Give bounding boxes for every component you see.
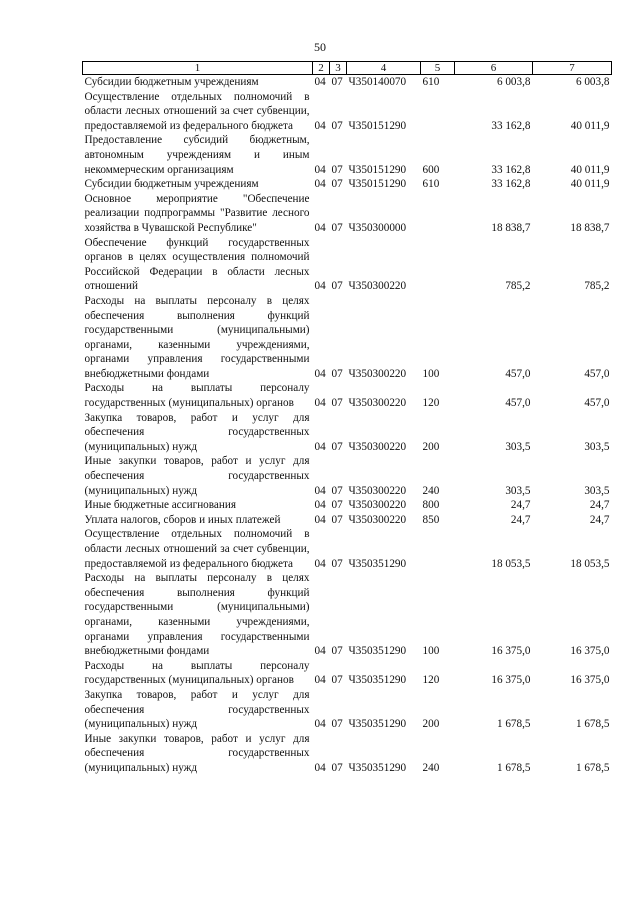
row-cell-c5: 200 — [422, 440, 440, 453]
row-cell-c7: 18 838,7 — [570, 221, 610, 234]
row-cell-c3: 07 — [331, 163, 343, 176]
row-cell-c5: 100 — [422, 367, 440, 380]
row-cell-c3: 07 — [331, 280, 343, 293]
row-cell-c4: Ч350300220 — [348, 499, 407, 512]
row-description: Обеспечение функций государственных органов в целях осуществления полномочий Российской Федерации в области лесных отношений — [84, 236, 310, 293]
column-header: 3 — [330, 62, 347, 75]
row-cell-c2: 04 — [314, 76, 326, 88]
row-cell-c5: 240 — [422, 484, 440, 497]
row-cell-c6: 457,0 — [505, 397, 531, 410]
row-cell-c6: 6 003,8 — [496, 76, 531, 88]
table-row — [83, 527, 612, 571]
row-cell-c4: Ч350300220 — [348, 367, 407, 380]
row-cell-c3: 07 — [331, 178, 343, 191]
header-row — [83, 62, 612, 75]
row-cell-c6: 18 053,5 — [491, 557, 531, 570]
row-cell-c3: 07 — [331, 119, 343, 132]
row-cell-c5: 240 — [422, 761, 440, 774]
row-cell-c7: 785,2 — [584, 280, 610, 293]
row-cell-c2: 04 — [314, 513, 326, 526]
row-cell-c7: 457,0 — [584, 367, 610, 380]
row-cell-c6: 24,7 — [510, 499, 531, 512]
row-cell-c6: 33 162,8 — [491, 163, 531, 176]
column-header: 5 — [421, 62, 455, 75]
row-cell-c3: 07 — [331, 484, 343, 497]
row-cell-c2: 04 — [314, 440, 326, 453]
row-description: Основное мероприятие "Обеспечение реализации подпрограммы "Развитие лесного хозяйства в Чувашской Республике" — [84, 192, 310, 234]
row-cell-c2: 04 — [314, 557, 326, 570]
table-row — [83, 236, 612, 294]
table-row — [83, 294, 612, 382]
table-row — [83, 454, 612, 498]
row-cell-c5 — [421, 90, 455, 134]
row-cell-c4: Ч350351290 — [348, 557, 407, 570]
row-cell-c4: Ч350300220 — [348, 440, 407, 453]
row-cell-c4: Ч350351290 — [348, 674, 407, 687]
row-cell-c7: 24,7 — [589, 513, 610, 526]
column-header: 4 — [347, 62, 421, 75]
row-cell-c3: 07 — [331, 367, 343, 380]
row-cell-c6: 303,5 — [505, 440, 531, 453]
column-header: 6 — [455, 62, 533, 75]
column-header: 1 — [83, 62, 313, 75]
table-row — [83, 411, 612, 455]
row-cell-c2: 04 — [314, 397, 326, 410]
row-cell-c7: 16 375,0 — [570, 645, 610, 658]
row-cell-c2: 04 — [314, 119, 326, 132]
row-cell-c3: 07 — [331, 76, 343, 88]
row-cell-c3: 07 — [331, 499, 343, 512]
row-cell-c2: 04 — [314, 178, 326, 191]
row-cell-c4: Ч350351290 — [348, 645, 407, 658]
row-description: Закупка товаров, работ и услуг для обеспечения государственных (муниципальных) нужд — [84, 411, 310, 453]
row-cell-c3: 07 — [331, 674, 343, 687]
row-description: Субсидии бюджетным учреждениям — [84, 178, 259, 191]
row-cell-c2: 04 — [314, 674, 326, 687]
row-cell-c4: Ч350151290 — [348, 178, 407, 191]
row-cell-c3: 07 — [331, 440, 343, 453]
row-cell-c3: 07 — [331, 221, 343, 234]
row-description: Осуществление отдельных полномочий в области лесных отношений за счет субвенции, предоставляемой из федерального бюджета — [84, 528, 310, 570]
row-cell-c3: 07 — [331, 557, 343, 570]
column-header: 7 — [533, 62, 612, 75]
row-cell-c4: Ч350300220 — [348, 280, 407, 293]
row-cell-c2: 04 — [314, 761, 326, 774]
table-row — [83, 659, 612, 688]
row-description: Предоставление субсидий бюджетным, автономным учреждениям и иным некоммерческим организациям — [84, 134, 310, 176]
row-cell-c5: 120 — [422, 674, 440, 687]
row-cell-c2: 04 — [314, 367, 326, 380]
row-description: Иные закупки товаров, работ и услуг для обеспечения государственных (муниципальных) нужд — [84, 732, 310, 774]
table-row — [83, 513, 612, 528]
row-description: Расходы на выплаты персоналу государственных (муниципальных) органов — [84, 659, 310, 687]
table-row — [83, 688, 612, 732]
row-cell-c6: 16 375,0 — [491, 674, 531, 687]
row-cell-c4: Ч350140070 — [348, 76, 407, 88]
row-cell-c7: 24,7 — [589, 499, 610, 512]
row-cell-c7: 40 011,9 — [570, 119, 610, 132]
row-cell-c4: Ч350351290 — [348, 718, 407, 731]
row-cell-c3: 07 — [331, 761, 343, 774]
row-cell-c5: 610 — [422, 178, 440, 191]
row-cell-c6: 24,7 — [510, 513, 531, 526]
row-cell-c4: Ч350351290 — [348, 761, 407, 774]
row-description: Уплата налогов, сборов и иных платежей — [84, 513, 281, 526]
row-cell-c6: 18 838,7 — [491, 221, 531, 234]
row-cell-c6: 1 678,5 — [496, 718, 531, 731]
row-cell-c5 — [421, 236, 455, 294]
row-cell-c2: 04 — [314, 718, 326, 731]
table-row — [83, 381, 612, 410]
row-cell-c2: 04 — [314, 645, 326, 658]
row-cell-c2: 04 — [314, 484, 326, 497]
row-cell-c6: 303,5 — [505, 484, 531, 497]
row-cell-c7: 303,5 — [584, 440, 610, 453]
row-cell-c4: Ч350300220 — [348, 513, 407, 526]
row-cell-c6: 457,0 — [505, 367, 531, 380]
row-cell-c5: 120 — [422, 397, 440, 410]
row-cell-c5: 200 — [422, 718, 440, 731]
row-cell-c7: 18 053,5 — [570, 557, 610, 570]
row-cell-c7: 6 003,8 — [575, 76, 610, 88]
row-cell-c2: 04 — [314, 221, 326, 234]
row-cell-c6: 16 375,0 — [491, 645, 531, 658]
row-description: Закупка товаров, работ и услуг для обеспечения государственных (муниципальных) нужд — [84, 688, 310, 731]
row-cell-c5: 610 — [422, 76, 440, 88]
row-cell-c6: 33 162,8 — [491, 119, 531, 132]
row-cell-c3: 07 — [331, 718, 343, 731]
table-row — [83, 732, 612, 776]
row-cell-c2: 04 — [314, 499, 326, 512]
row-cell-c7: 303,5 — [584, 484, 610, 497]
row-cell-c4: Ч350151290 — [348, 119, 407, 132]
row-description: Субсидии бюджетным учреждениям — [84, 76, 259, 88]
row-description: Иные закупки товаров, работ и услуг для обеспечения государственных (муниципальных) нужд — [84, 455, 310, 497]
row-description: Расходы на выплаты персоналу в целях обеспечения выполнения функций государственными (муниципальными) органами, казенными учреждениями, органами управления государственными внебюджетными фондами — [84, 294, 310, 380]
table-row — [83, 75, 612, 90]
row-cell-c5: 850 — [422, 513, 440, 526]
row-cell-c3: 07 — [331, 397, 343, 410]
row-cell-c4: Ч350151290 — [348, 163, 407, 176]
row-cell-c7: 1 678,5 — [575, 761, 610, 774]
row-cell-c7: 16 375,0 — [570, 674, 610, 687]
row-cell-c7: 457,0 — [584, 397, 610, 410]
table-row — [83, 498, 612, 513]
row-description: Иные бюджетные ассигнования — [84, 499, 236, 512]
row-cell-c5: 800 — [422, 499, 440, 512]
row-cell-c2: 04 — [314, 280, 326, 293]
row-cell-c5 — [421, 527, 455, 571]
row-cell-c2: 04 — [314, 163, 326, 176]
row-cell-c6: 785,2 — [505, 280, 531, 293]
row-cell-c4: Ч350300000 — [348, 221, 407, 234]
page-number: 50 — [314, 40, 326, 54]
row-cell-c7: 40 011,9 — [570, 178, 610, 191]
row-cell-c5 — [421, 192, 455, 236]
row-cell-c6: 33 162,8 — [491, 178, 531, 191]
row-description: Осуществление отдельных полномочий в области лесных отношений за счет субвенции, предоставляемой из федерального бюджета — [84, 90, 310, 132]
column-header: 2 — [313, 62, 330, 75]
row-cell-c4: Ч350300220 — [348, 484, 407, 497]
table-row — [83, 192, 612, 236]
row-cell-c3: 07 — [331, 645, 343, 658]
row-cell-c3: 07 — [331, 513, 343, 526]
budget-table — [82, 61, 612, 776]
row-cell-c7: 1 678,5 — [575, 718, 610, 731]
row-cell-c7: 40 011,9 — [570, 163, 610, 176]
row-cell-c6: 1 678,5 — [496, 761, 531, 774]
row-description: Расходы на выплаты персоналу в целях обеспечения выполнения функций государственными (муниципальными) органами, казенными учреждениями, органами управления государственными внебюджетными фондами — [84, 572, 310, 658]
table-row — [83, 177, 612, 192]
row-cell-c4: Ч350300220 — [348, 397, 407, 410]
table-row — [83, 571, 612, 659]
table-row — [83, 133, 612, 177]
row-cell-c5: 600 — [422, 163, 440, 176]
table-row — [83, 90, 612, 134]
row-description: Расходы на выплаты персоналу государственных (муниципальных) органов — [84, 382, 310, 410]
row-cell-c5: 100 — [422, 645, 440, 658]
